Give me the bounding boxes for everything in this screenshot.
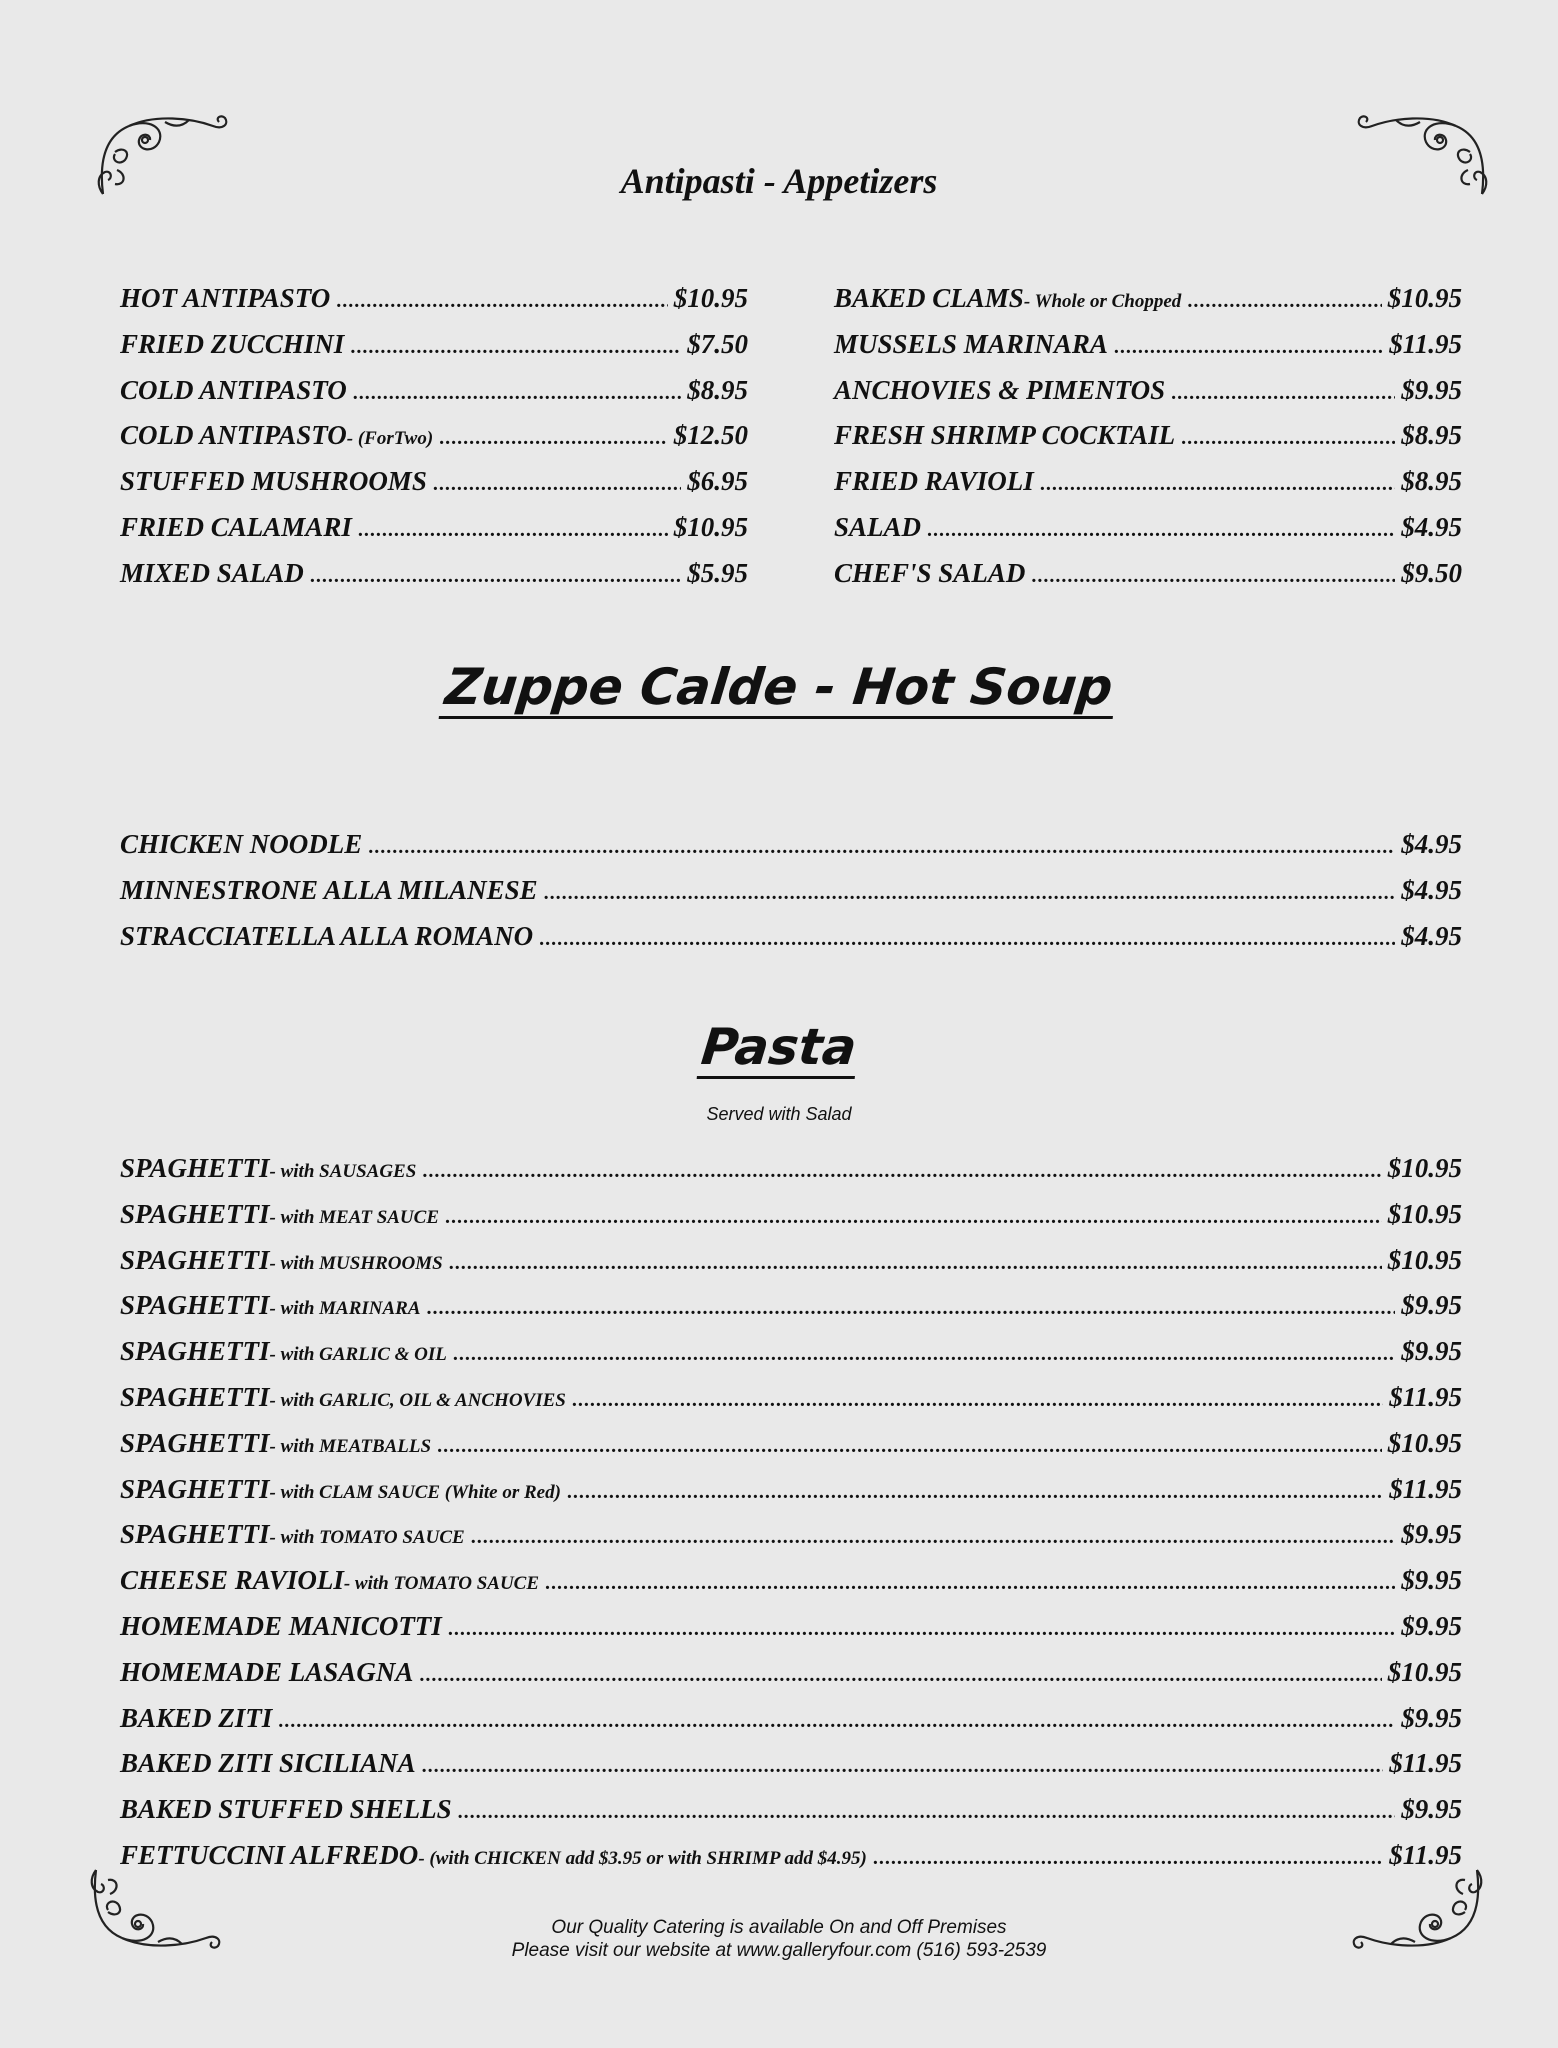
menu-item: HOT ANTIPASTO ..... $10.95 bbox=[120, 276, 748, 322]
menu-item: BAKED STUFFED SHELLS ..... $9.95 bbox=[120, 1787, 1462, 1833]
pasta-title-text: Pasta bbox=[696, 1018, 861, 1079]
menu-item: ANCHOVIES & PIMENTOS ..... $9.95 bbox=[834, 368, 1462, 414]
menu-item: SPAGHETTI - with MUSHROOMS ..... $10.95 bbox=[120, 1238, 1462, 1284]
footer-website-line: Please visit our website at www.galleryfour.com (516) 593-2539 bbox=[511, 1940, 1047, 1961]
menu-item: MINNESTRONE ALLA MILANESE ..... $4.95 bbox=[120, 868, 1462, 914]
menu-item: HOMEMADE LASAGNA ..... $10.95 bbox=[120, 1650, 1462, 1696]
pasta-list bbox=[120, 1146, 1462, 1879]
menu-item: SPAGHETTI - with GARLIC & OIL ..... $9.95 bbox=[120, 1329, 1462, 1375]
soup-title bbox=[0, 658, 1558, 716]
footer bbox=[0, 1916, 1558, 1962]
antipasti-left-list bbox=[120, 276, 748, 597]
soup-title-text: Zuppe Calde - Hot Soup bbox=[438, 658, 1119, 719]
menu-item: SPAGHETTI - with MEATBALLS ..... $10.95 bbox=[120, 1421, 1462, 1467]
menu-item: CHICKEN NOODLE ..... $4.95 bbox=[120, 822, 1462, 868]
menu-item: SPAGHETTI - with MARINARA ..... $9.95 bbox=[120, 1283, 1462, 1329]
pasta-title bbox=[0, 1018, 1558, 1076]
menu-item: SPAGHETTI - with SAUSAGES ..... $10.95 bbox=[120, 1146, 1462, 1192]
menu-item: FRIED ZUCCHINI ..... $7.50 bbox=[120, 322, 748, 368]
menu-item: STUFFED MUSHROOMS ..... $6.95 bbox=[120, 459, 748, 505]
menu-item: CHEF'S SALAD ..... $9.50 bbox=[834, 551, 1462, 597]
antipasti-title: Antipasti - Appetizers bbox=[620, 161, 938, 201]
menu-item: FRIED RAVIOLI ..... $8.95 bbox=[834, 459, 1462, 505]
menu-item: FRESH SHRIMP COCKTAIL ..... $8.95 bbox=[834, 413, 1462, 459]
footer-catering-line: Our Quality Catering is available On and Off Premises bbox=[551, 1917, 1007, 1938]
menu-item: MUSSELS MARINARA ..... $11.95 bbox=[834, 322, 1462, 368]
antipasti-right-list bbox=[834, 276, 1462, 597]
soup-list bbox=[120, 822, 1462, 959]
menu-item: SPAGHETTI - with MEAT SAUCE ..... $10.95 bbox=[120, 1192, 1462, 1238]
menu-item: HOMEMADE MANICOTTI ..... $9.95 bbox=[120, 1604, 1462, 1650]
menu-item: SPAGHETTI - with GARLIC, OIL & ANCHOVIES ..... $11.95 bbox=[120, 1375, 1462, 1421]
menu-item: MIXED SALAD ..... $5.95 bbox=[120, 551, 748, 597]
menu-item: SPAGHETTI - with CLAM SAUCE (White or Red) ..... $11.95 bbox=[120, 1467, 1462, 1513]
menu-item: BAKED ZITI ..... $9.95 bbox=[120, 1696, 1462, 1742]
menu-item: COLD ANTIPASTO - (ForTwo) ..... $12.50 bbox=[120, 413, 748, 459]
menu-item: COLD ANTIPASTO ..... $8.95 bbox=[120, 368, 748, 414]
menu-item: FETTUCCINI ALFREDO - (with CHICKEN add $3.95 or with SHRIMP add $4.95) ..... $11.95 bbox=[120, 1833, 1462, 1879]
menu-item: BAKED CLAMS - Whole or Chopped ..... $10.95 bbox=[834, 276, 1462, 322]
menu-item: FRIED CALAMARI ..... $10.95 bbox=[120, 505, 748, 551]
menu-item: SALAD ..... $4.95 bbox=[834, 505, 1462, 551]
menu-item: SPAGHETTI - with TOMATO SAUCE ..... $9.95 bbox=[120, 1512, 1462, 1558]
pasta-note: Served with Salad bbox=[706, 1104, 852, 1124]
menu-item: CHEESE RAVIOLI - with TOMATO SAUCE ..... $9.95 bbox=[120, 1558, 1462, 1604]
menu-item: BAKED ZITI SICILIANA ..... $11.95 bbox=[120, 1741, 1462, 1787]
menu-item: STRACCIATELLA ALLA ROMANO ..... $4.95 bbox=[120, 914, 1462, 960]
